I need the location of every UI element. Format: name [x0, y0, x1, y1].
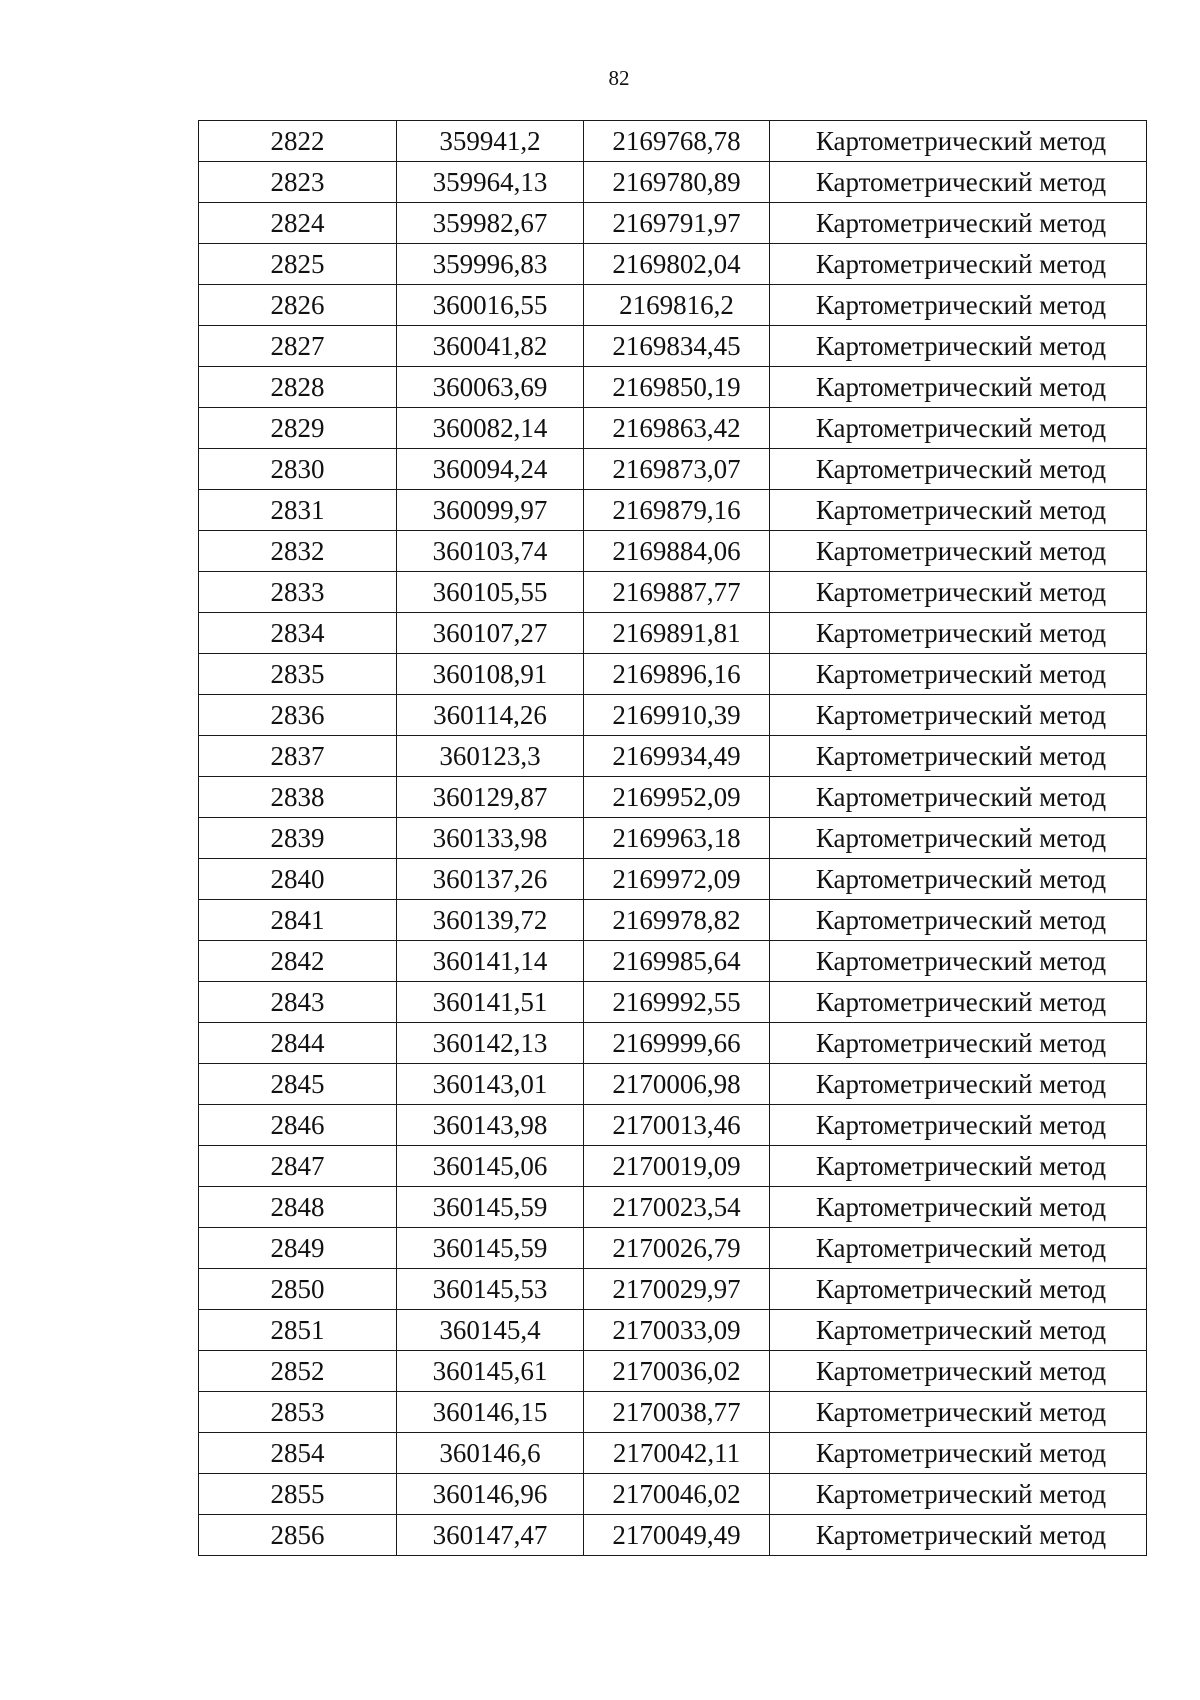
- point-number-cell: 2830: [199, 449, 397, 490]
- table-row: [199, 531, 1147, 572]
- table-row: [199, 982, 1147, 1023]
- page-number: 82: [608, 66, 630, 90]
- table-row: [199, 203, 1147, 244]
- x-coordinate-cell: 360141,51: [397, 982, 584, 1023]
- x-coordinate-cell: 360123,3: [397, 736, 584, 777]
- point-number-cell: 2848: [199, 1187, 397, 1228]
- y-coordinate-cell: 2169780,89: [584, 162, 770, 203]
- method-cell: Картометрический метод: [770, 244, 1147, 285]
- table-row: [199, 408, 1147, 449]
- table-row: [199, 695, 1147, 736]
- method-cell: Картометрический метод: [770, 1105, 1147, 1146]
- point-number-cell: 2836: [199, 695, 397, 736]
- table-row: [199, 285, 1147, 326]
- point-number-cell: 2853: [199, 1392, 397, 1433]
- table-row: [199, 572, 1147, 613]
- x-coordinate-cell: 360137,26: [397, 859, 584, 900]
- table-row: [199, 449, 1147, 490]
- x-coordinate-cell: 360145,59: [397, 1187, 584, 1228]
- x-coordinate-cell: 360105,55: [397, 572, 584, 613]
- y-coordinate-cell: 2169879,16: [584, 490, 770, 531]
- x-coordinate-cell: 360141,14: [397, 941, 584, 982]
- table-row: [199, 1351, 1147, 1392]
- point-number-cell: 2841: [199, 900, 397, 941]
- y-coordinate-cell: 2169884,06: [584, 531, 770, 572]
- method-cell: Картометрический метод: [770, 1064, 1147, 1105]
- x-coordinate-cell: 360094,24: [397, 449, 584, 490]
- y-coordinate-cell: 2169834,45: [584, 326, 770, 367]
- x-coordinate-cell: 359941,2: [397, 121, 584, 162]
- x-coordinate-cell: 360129,87: [397, 777, 584, 818]
- point-number-cell: 2824: [199, 203, 397, 244]
- y-coordinate-cell: 2170046,02: [584, 1474, 770, 1515]
- x-coordinate-cell: 360145,59: [397, 1228, 584, 1269]
- point-number-cell: 2854: [199, 1433, 397, 1474]
- table-row: [199, 1105, 1147, 1146]
- y-coordinate-cell: 2169992,55: [584, 982, 770, 1023]
- y-coordinate-cell: 2170023,54: [584, 1187, 770, 1228]
- y-coordinate-cell: 2169850,19: [584, 367, 770, 408]
- y-coordinate-cell: 2170019,09: [584, 1146, 770, 1187]
- point-number-cell: 2850: [199, 1269, 397, 1310]
- y-coordinate-cell: 2169972,09: [584, 859, 770, 900]
- method-cell: Картометрический метод: [770, 326, 1147, 367]
- point-number-cell: 2827: [199, 326, 397, 367]
- x-coordinate-cell: 360145,4: [397, 1310, 584, 1351]
- y-coordinate-cell: 2169896,16: [584, 654, 770, 695]
- x-coordinate-cell: 360139,72: [397, 900, 584, 941]
- method-cell: Картометрический метод: [770, 408, 1147, 449]
- method-cell: Картометрический метод: [770, 449, 1147, 490]
- x-coordinate-cell: 360041,82: [397, 326, 584, 367]
- x-coordinate-cell: 360146,96: [397, 1474, 584, 1515]
- point-number-cell: 2833: [199, 572, 397, 613]
- method-cell: Картометрический метод: [770, 982, 1147, 1023]
- table-row: [199, 1515, 1147, 1556]
- method-cell: Картометрический метод: [770, 818, 1147, 859]
- x-coordinate-cell: 360147,47: [397, 1515, 584, 1556]
- y-coordinate-cell: 2170049,49: [584, 1515, 770, 1556]
- point-number-cell: 2837: [199, 736, 397, 777]
- table-row: [199, 777, 1147, 818]
- point-number-cell: 2823: [199, 162, 397, 203]
- table-row: [199, 736, 1147, 777]
- method-cell: Картометрический метод: [770, 900, 1147, 941]
- y-coordinate-cell: 2169999,66: [584, 1023, 770, 1064]
- method-cell: Картометрический метод: [770, 572, 1147, 613]
- x-coordinate-cell: 360143,01: [397, 1064, 584, 1105]
- x-coordinate-cell: 360082,14: [397, 408, 584, 449]
- point-number-cell: 2822: [199, 121, 397, 162]
- method-cell: Картометрический метод: [770, 736, 1147, 777]
- table-row: [199, 244, 1147, 285]
- y-coordinate-cell: 2169816,2: [584, 285, 770, 326]
- x-coordinate-cell: 360107,27: [397, 613, 584, 654]
- x-coordinate-cell: 360108,91: [397, 654, 584, 695]
- y-coordinate-cell: 2170038,77: [584, 1392, 770, 1433]
- table-row: [199, 613, 1147, 654]
- table-row: [199, 900, 1147, 941]
- method-cell: Картометрический метод: [770, 941, 1147, 982]
- table-row: [199, 1228, 1147, 1269]
- point-number-cell: 2849: [199, 1228, 397, 1269]
- x-coordinate-cell: 359982,67: [397, 203, 584, 244]
- table-row: [199, 367, 1147, 408]
- method-cell: Картометрический метод: [770, 367, 1147, 408]
- y-coordinate-cell: 2170042,11: [584, 1433, 770, 1474]
- table-row: [199, 1146, 1147, 1187]
- point-number-cell: 2829: [199, 408, 397, 449]
- method-cell: Картометрический метод: [770, 1392, 1147, 1433]
- point-number-cell: 2828: [199, 367, 397, 408]
- x-coordinate-cell: 360114,26: [397, 695, 584, 736]
- y-coordinate-cell: 2170033,09: [584, 1310, 770, 1351]
- table-row: [199, 1392, 1147, 1433]
- y-coordinate-cell: 2169910,39: [584, 695, 770, 736]
- y-coordinate-cell: 2170029,97: [584, 1269, 770, 1310]
- y-coordinate-cell: 2169802,04: [584, 244, 770, 285]
- method-cell: Картометрический метод: [770, 1023, 1147, 1064]
- point-number-cell: 2856: [199, 1515, 397, 1556]
- y-coordinate-cell: 2169952,09: [584, 777, 770, 818]
- point-number-cell: 2852: [199, 1351, 397, 1392]
- x-coordinate-cell: 360145,61: [397, 1351, 584, 1392]
- table-row: [199, 1064, 1147, 1105]
- point-number-cell: 2847: [199, 1146, 397, 1187]
- y-coordinate-cell: 2169934,49: [584, 736, 770, 777]
- x-coordinate-cell: 360103,74: [397, 531, 584, 572]
- x-coordinate-cell: 360145,53: [397, 1269, 584, 1310]
- point-number-cell: 2846: [199, 1105, 397, 1146]
- x-coordinate-cell: 360016,55: [397, 285, 584, 326]
- point-number-cell: 2832: [199, 531, 397, 572]
- table-row: [199, 1187, 1147, 1228]
- y-coordinate-cell: 2170036,02: [584, 1351, 770, 1392]
- table-row: [199, 1474, 1147, 1515]
- y-coordinate-cell: 2170006,98: [584, 1064, 770, 1105]
- x-coordinate-cell: 360145,06: [397, 1146, 584, 1187]
- point-number-cell: 2826: [199, 285, 397, 326]
- method-cell: Картометрический метод: [770, 1474, 1147, 1515]
- point-number-cell: 2843: [199, 982, 397, 1023]
- y-coordinate-cell: 2169873,07: [584, 449, 770, 490]
- x-coordinate-cell: 360146,6: [397, 1433, 584, 1474]
- x-coordinate-cell: 360099,97: [397, 490, 584, 531]
- x-coordinate-cell: 359996,83: [397, 244, 584, 285]
- method-cell: Картометрический метод: [770, 1351, 1147, 1392]
- method-cell: Картометрический метод: [770, 1146, 1147, 1187]
- point-number-cell: 2844: [199, 1023, 397, 1064]
- y-coordinate-cell: 2170026,79: [584, 1228, 770, 1269]
- method-cell: Картометрический метод: [770, 859, 1147, 900]
- method-cell: Картометрический метод: [770, 1433, 1147, 1474]
- table-row: [199, 490, 1147, 531]
- point-number-cell: 2831: [199, 490, 397, 531]
- method-cell: Картометрический метод: [770, 695, 1147, 736]
- point-number-cell: 2851: [199, 1310, 397, 1351]
- point-number-cell: 2838: [199, 777, 397, 818]
- method-cell: Картометрический метод: [770, 121, 1147, 162]
- y-coordinate-cell: 2169768,78: [584, 121, 770, 162]
- method-cell: Картометрический метод: [770, 531, 1147, 572]
- coordinates-table-body: [199, 121, 1147, 1556]
- method-cell: Картометрический метод: [770, 1269, 1147, 1310]
- table-row: [199, 654, 1147, 695]
- method-cell: Картометрический метод: [770, 203, 1147, 244]
- method-cell: Картометрический метод: [770, 1310, 1147, 1351]
- table-row: [199, 1269, 1147, 1310]
- method-cell: Картометрический метод: [770, 490, 1147, 531]
- point-number-cell: 2845: [199, 1064, 397, 1105]
- table-row: [199, 859, 1147, 900]
- table-row: [199, 818, 1147, 859]
- method-cell: Картометрический метод: [770, 1515, 1147, 1556]
- table-row: [199, 326, 1147, 367]
- point-number-cell: 2825: [199, 244, 397, 285]
- method-cell: Картометрический метод: [770, 285, 1147, 326]
- x-coordinate-cell: 360133,98: [397, 818, 584, 859]
- table-row: [199, 1433, 1147, 1474]
- y-coordinate-cell: 2169963,18: [584, 818, 770, 859]
- table-row: [199, 1310, 1147, 1351]
- x-coordinate-cell: 360146,15: [397, 1392, 584, 1433]
- y-coordinate-cell: 2170013,46: [584, 1105, 770, 1146]
- table-row: [199, 121, 1147, 162]
- point-number-cell: 2855: [199, 1474, 397, 1515]
- method-cell: Картометрический метод: [770, 654, 1147, 695]
- table-row: [199, 162, 1147, 203]
- point-number-cell: 2839: [199, 818, 397, 859]
- coordinates-table: [198, 120, 1147, 1556]
- method-cell: Картометрический метод: [770, 1187, 1147, 1228]
- point-number-cell: 2842: [199, 941, 397, 982]
- method-cell: Картометрический метод: [770, 613, 1147, 654]
- x-coordinate-cell: 360063,69: [397, 367, 584, 408]
- method-cell: Картометрический метод: [770, 1228, 1147, 1269]
- x-coordinate-cell: 359964,13: [397, 162, 584, 203]
- table-row: [199, 1023, 1147, 1064]
- y-coordinate-cell: 2169863,42: [584, 408, 770, 449]
- y-coordinate-cell: 2169985,64: [584, 941, 770, 982]
- point-number-cell: 2840: [199, 859, 397, 900]
- y-coordinate-cell: 2169887,77: [584, 572, 770, 613]
- y-coordinate-cell: 2169891,81: [584, 613, 770, 654]
- x-coordinate-cell: 360142,13: [397, 1023, 584, 1064]
- point-number-cell: 2835: [199, 654, 397, 695]
- table-row: [199, 941, 1147, 982]
- point-number-cell: 2834: [199, 613, 397, 654]
- method-cell: Картометрический метод: [770, 162, 1147, 203]
- y-coordinate-cell: 2169791,97: [584, 203, 770, 244]
- y-coordinate-cell: 2169978,82: [584, 900, 770, 941]
- method-cell: Картометрический метод: [770, 777, 1147, 818]
- x-coordinate-cell: 360143,98: [397, 1105, 584, 1146]
